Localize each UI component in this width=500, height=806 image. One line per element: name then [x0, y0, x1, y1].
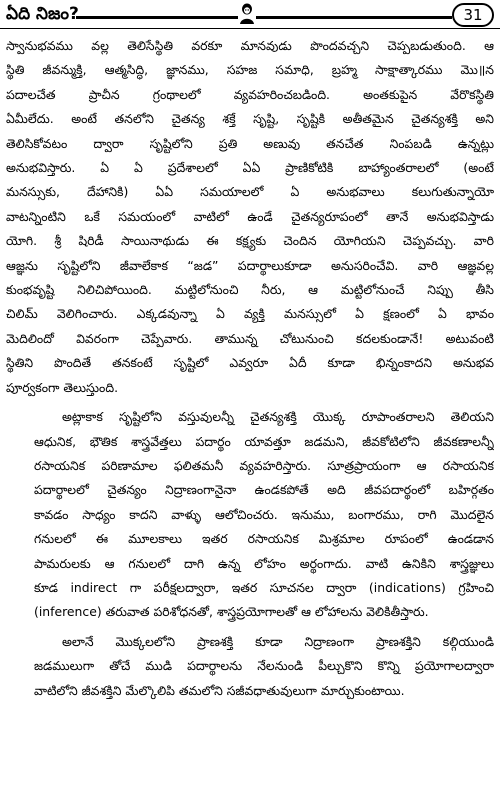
text-line: మనస్సుకు, దేహానికి) ఏఏ సమయాలలో ఏ అనుభవాలు కలుగుతున్నాయో [6, 184, 494, 200]
text-line: పామరులకు ఆ గనులలో దాగి ఉన్న లోహం అర్థంగాదు. వాటి ఉనికిని శాస్త్రజ్ఞులు [34, 555, 494, 571]
chapter-title: ఏది నిజం? [6, 4, 79, 24]
text-line: వాటన్నింటిని ఒకే సమయంలో వాటిలో ఉండే చైతన్యరూపంలో తానే అనుభవిస్తాడు [6, 208, 494, 224]
text-line: జడములుగా తోచే ముడి పదార్థాలను నేలనుండి పీల్చుకొని కొన్ని ప్రయోగాలద్వారా [34, 658, 494, 674]
text-line: చిలిమ్ వెలిగించారు. ఎక్కడవున్నా ఏ వ్యక్తి మనస్సులో ఏ క్షణంలో ఏ భావం [6, 306, 494, 322]
page-header [0, 0, 500, 30]
text-line: స్వానుభవము వల్ల తెలిసేస్థితి వరకూ మానవుడు పొందవచ్చని చెప్పబడుతుంది. ఆ [6, 38, 494, 53]
text-line: కావడం సాధ్యం కాదని వాళ్ళు ఆలోచించరు. ఇనుము, బంగారము, రాగి మొదలైన [34, 506, 494, 522]
text-line: మెదిలిందో వివరంగా చెప్పేవారు. తామున్న చోటునుంచి కదలకుండానే! అటువంటి [6, 330, 494, 346]
text-line: కూడ indirect గా పరీక్షలద్వారా, ఇతర సూచనల ద్వారా (indications) గ్రహించి [34, 579, 494, 595]
text-line: స్థితి జీవన్ముక్తి, ఆత్మసిద్ధి, జ్ఞానము, సహజ సమాధి, బ్రహ్మ సాక్షాత్కారము మొ॥న [6, 62, 494, 78]
text-line: అట్లాకాక సృష్టిలోని వస్తువులన్నీ చైతన్యశక్తి యొక్క రూపాంతరాలని తెలియని [62, 409, 494, 425]
text-line: కుంభవృష్టి నిలిచిపోయింది. మట్టిలోనుంచి నీరు, ఆ మట్టిలోనుంచే నిప్పు తీసి [6, 282, 494, 298]
header-rule [0, 28, 500, 29]
paragraph [6, 34, 494, 400]
text-line: ఏమీలేదు. అంటే తనలోని చైతన్య శక్తే సృష్టి, సృష్టికి అతీతమైన చైతన్యశక్తి అని [6, 111, 494, 127]
text-line: ఆధునిక, భౌతిక శాస్త్రవేత్తలు పదార్థం యావత్తూ జడమని, జీవకోటిలోని జీవకణాలన్నీ [34, 433, 494, 449]
body-text [6, 34, 494, 703]
portrait-icon [238, 2, 256, 24]
text-line: పదార్థాలలో చైతన్యం నిద్రాణంగానైనా ఉండకపోతే అది జీవపదార్థంలో బహిర్గతం [34, 482, 494, 498]
header-divider-line [76, 16, 452, 19]
text-line: వాటిలోని జీవశక్తిని మేల్కొలిపి తమలోని సజీవధాతువులుగా మార్చుకుంటాయి. [34, 682, 405, 698]
text-line: స్థితిని పొందితే తనకంటే సృష్టిలో ఎవ్వరూ ఏదీ కూడా భిన్నంకాదని అనుభవ [6, 355, 494, 371]
text-line: ఆజ్ఞను సృష్టిలోని జీవాలేకాక “జడ” పదార్థాలుకూడా అనుసరించేవి. వారి ఆజ్ఞవల్ల [6, 257, 494, 273]
page-number: 31 [452, 3, 494, 27]
text-line: యోగి. శ్రీ షిరిడీ సాయినాథుడు ఈ కక్ష్యకు చెందిన యోగియని చెప్పవచ్చు. వారి [6, 233, 494, 249]
paragraph [6, 405, 494, 625]
text-line: అలానే మొక్కలలోని ప్రాణశక్తి కూడా నిద్రాణంగా ప్రాణశక్తిని కల్గియుండి [62, 633, 494, 649]
text-line: పదాలచేత ప్రాచీన గ్రంథాలలో వ్యవహరించబడింది. అంతకుపైన వేరొకస్థితి [6, 86, 494, 102]
text-line: రసాయనిక పరిణామాల ఫలితమనీ వ్యవహరిస్తారు. సూత్రప్రాయంగా ఆ రసాయనిక [34, 457, 494, 473]
text-line: (inference) తరువాత పరిశోధనతో, శాస్త్రప్రయోగాలతో ఆ లోహాలను వెలికితీస్తారు. [34, 604, 429, 620]
text-line: గనులలో ఈ మూలకాలు ఇతర రసాయనిక మిశ్రమాల రూపంలో ఉండడాన [34, 531, 494, 547]
text-line: పూర్వకంగా తెలుస్తుంది. [6, 379, 119, 395]
text-line: అనుభవిస్తారు. ఏ ఏ ప్రదేశాలలో ఏఏ ప్రాణికోటికి బాహ్యాంతరాలలో (అంటే [6, 160, 494, 176]
paragraph [6, 630, 494, 703]
text-line: తెలిసికోవటం ద్వారా సృష్టిలోని ప్రతి అణువు తనచేత నింపబడి ఉన్నట్లు [6, 135, 494, 151]
